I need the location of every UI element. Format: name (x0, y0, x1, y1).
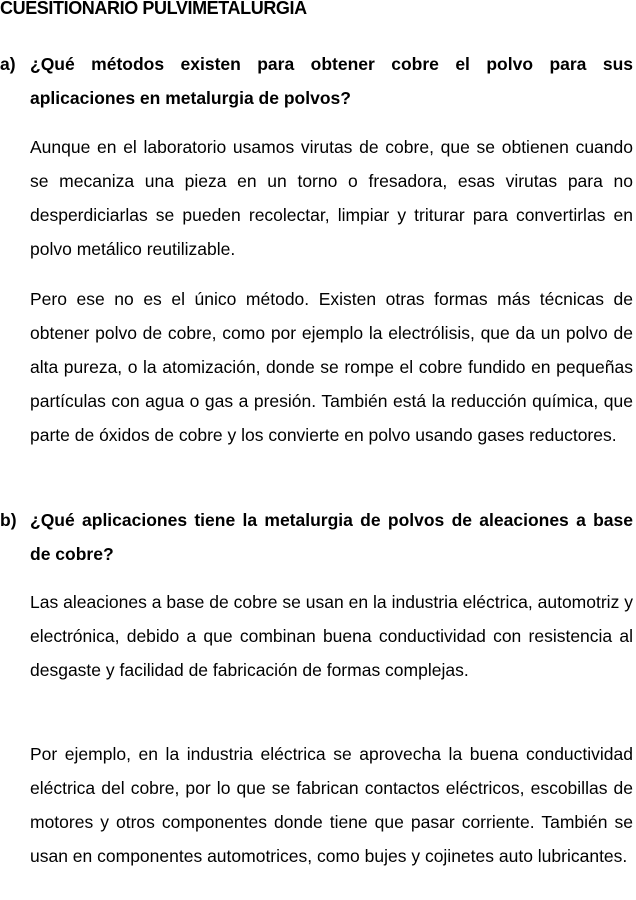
question-a-text: ¿Qué métodos existen para obtener cobre el polvo para sus aplicaciones en metalurgia de polvos? (30, 54, 633, 108)
question-a-marker: a) (0, 54, 16, 74)
question-b-text: ¿Qué aplicaciones tiene la metalurgia de polvos de aleaciones a base de cobre? (30, 510, 633, 564)
question-b (0, 503, 636, 571)
answer-a-paragraph-2: Pero ese no es el único método. Existen otras formas más técnicas de obtener polvo de cobre, como por ejemplo la electrólisis, que da un polvo de alta pureza, o la atomización, donde se rompe el cobre fundido en pequeñas partículas con agua o gas a presión. También está la reducción química, que parte de óxidos de cobre y los convierte en polvo usando gases reductores. (30, 289, 633, 445)
document-title: CUESITIONARIO PULVIMETALURGIA (0, 0, 307, 18)
answer-b-paragraph-1: Las aleaciones a base de cobre se usan en la industria eléctrica, automotriz y electrónica, debido a que combinan buena conductividad con resistencia al desgaste y facilidad de fabricación de formas complejas. (30, 592, 633, 680)
answer-a-paragraph-1: Aunque en el laboratorio usamos virutas de cobre, que se obtienen cuando se mecaniza una pieza en un torno o fresadora, esas virutas para no desperdiciarlas se pueden recolectar, limpiar y triturar para convertirlas en polvo metálico reutilizable. (30, 137, 633, 259)
answer-b-paragraph-2: Por ejemplo, en la industria eléctrica se aprovecha la buena conductividad eléctrica del cobre, por lo que se fabrican contactos eléctricos, escobillas de motores y otros componentes donde tiene que pasar corriente. También se usan en componentes automotrices, como bujes y cojinetes auto lubricantes. (30, 744, 633, 866)
question-b-marker: b) (0, 510, 17, 530)
question-a (0, 47, 636, 115)
